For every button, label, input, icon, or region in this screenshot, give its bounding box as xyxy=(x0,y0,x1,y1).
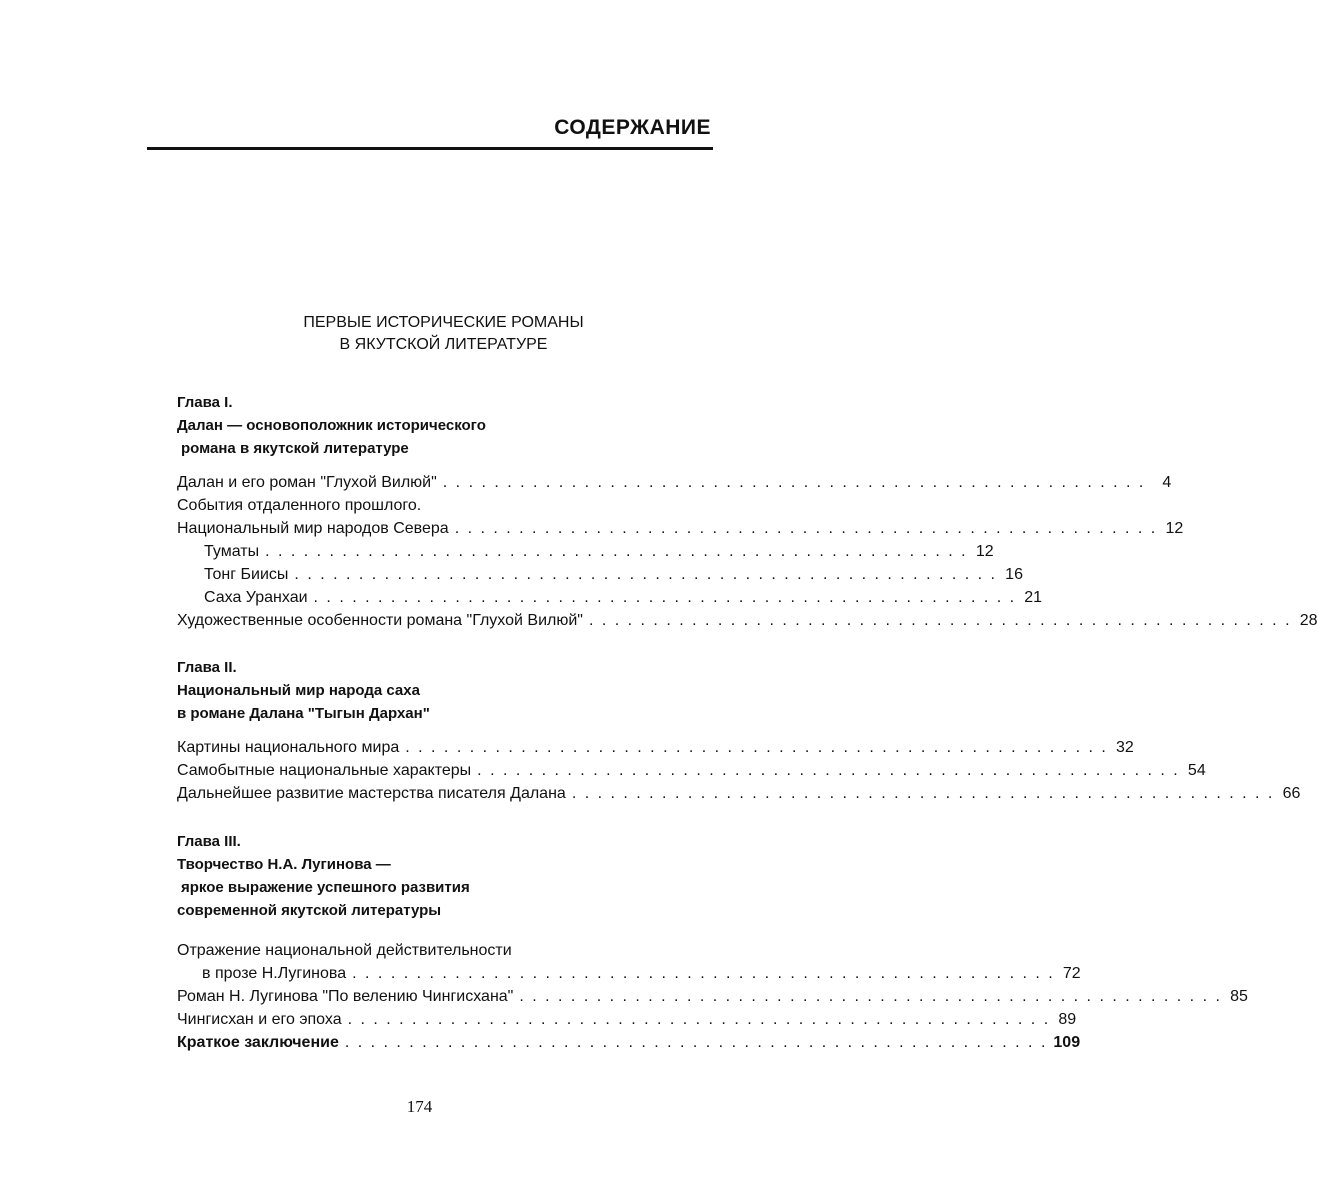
toc-entry-page: 85 xyxy=(1230,988,1248,1005)
toc-entry[interactable] xyxy=(177,520,1184,543)
dot-leader: . . . . . . . . . . . . . . . . . . . . . . . . . . . . . . . . . . . . . . . . . . . . . . . . . . . . . . . xyxy=(442,474,1146,491)
chapter-title-line: Далан — основоположник исторического xyxy=(177,417,486,434)
toc-entry-page: 54 xyxy=(1187,762,1206,779)
chapter-label: Глава III. xyxy=(177,833,241,850)
header-rule xyxy=(147,147,713,150)
dot-leader: . . . . . . . . . . . . . . . . . . . . . . . . . . . . . . . . . . . . . . . . . . . . . . . . . . . . . . . xyxy=(588,612,1292,629)
dot-leader: . . . . . . . . . . . . . . . . . . . . . . . . . . . . . . . . . . . . . . . . . . . . . . . . . . . . . . . xyxy=(519,988,1222,1005)
toc-entry[interactable] xyxy=(177,612,1318,635)
chapter-title-line: Национальный мир народа саха xyxy=(177,682,420,699)
toc-entry xyxy=(177,497,711,520)
toc-entry[interactable] xyxy=(177,785,1301,808)
dot-leader: . . . . . . . . . . . . . . . . . . . . . . . . . . . . . . . . . . . . . . . . . . . . . . . . . . . . . . . xyxy=(294,566,997,583)
toc-entry[interactable] xyxy=(177,566,1023,589)
toc-entry-title: Туматы xyxy=(204,543,260,560)
toc-entry-title: Национальный мир народов Севера xyxy=(177,520,449,537)
toc-entry-page: 12 xyxy=(1165,520,1184,537)
chapter-2-heading xyxy=(177,656,697,725)
page-header-title: СОДЕРЖАНИЕ xyxy=(554,116,711,139)
toc-entry-page: 28 xyxy=(1299,612,1318,629)
chapter-1-toc xyxy=(177,474,1318,635)
section-heading-line-1: ПЕРВЫЕ ИСТОРИЧЕСКИЕ РОМАНЫ xyxy=(303,314,584,331)
toc-entry-title: Далан и его роман "Глухой Вилюй" xyxy=(177,474,437,491)
toc-entry[interactable] xyxy=(177,474,1172,497)
dot-leader: . . . . . . . . . . . . . . . . . . . . . . . . . . . . . . . . . . . . . . . . . . . . . . . . . . . . . . . xyxy=(571,785,1275,802)
toc-entry-title: Краткое заключение xyxy=(177,1034,339,1051)
toc-entry-page: 66 xyxy=(1282,785,1301,802)
chapter-title-line: современной якутской литературы xyxy=(177,902,442,919)
dot-leader: . . . . . . . . . . . . . . . . . . . . . . . . . . . . . . . . . . . . . . . . . . . . . . . . . . . . . . . xyxy=(313,589,1017,606)
toc-entry-page: 12 xyxy=(975,543,994,560)
toc-entry-title: Самобытные национальные характеры xyxy=(177,762,472,779)
dot-leader: . . . . . . . . . . . . . . . . . . . . . . . . . . . . . . . . . . . . . . . . . . . . . . . . . . . . . . . xyxy=(352,965,1055,982)
toc-entry-page: 32 xyxy=(1116,739,1134,756)
toc-entry-page: 4 xyxy=(1162,474,1172,491)
toc-entry-title: Отражение национальной действительности xyxy=(177,942,512,959)
section-heading xyxy=(175,312,712,356)
toc-entry[interactable] xyxy=(177,739,1134,762)
dot-leader: . . . . . . . . . . . . . . . . . . . . . . . . . . . . . . . . . . . . . . . . . . . . . . . . . . . . . . . xyxy=(477,762,1180,779)
toc-entry-page: 16 xyxy=(1005,566,1023,583)
chapter-title-line: Творчество Н.А. Лугинова — xyxy=(177,856,391,873)
toc-entry-page: 72 xyxy=(1062,965,1081,982)
chapter-1-heading xyxy=(177,391,697,460)
toc-entry-title: События отдаленного прошлого. xyxy=(177,497,422,514)
toc-entry-title: Чингисхан и его эпоха xyxy=(177,1011,342,1028)
chapter-2-toc xyxy=(177,739,1301,808)
chapter-title-line: яркое выражение успешного развития xyxy=(181,879,470,896)
toc-entry-page: 89 xyxy=(1058,1011,1077,1028)
dot-leader: . . . . . . . . . . . . . . . . . . . . . . . . . . . . . . . . . . . . . . . . . . . . . . . . . . . . . . . xyxy=(405,739,1108,756)
dot-leader: . . . . . . . . . . . . . . . . . . . . . . . . . . . . . . . . . . . . . . . . . . . . . . . . . . . . . . . xyxy=(265,543,968,560)
dot-leader: . . . . . . . . . . . . . . . . . . . . . . . . . . . . . . . . . . . . . . . . . . . . . . . . . . . . . . . xyxy=(454,520,1158,537)
toc-entry-title: Картины национального мира xyxy=(177,739,400,756)
toc-entry-title: Дальнейшее развитие мастерства писателя Далана xyxy=(177,785,566,802)
dot-leader: . . . . . . . . . . . . . . . . . . . . . . . . . . . . . . . . . . . . . . . . . . . . . . . . . . . . . . . xyxy=(344,1034,1048,1051)
toc-entry[interactable] xyxy=(177,1034,1081,1057)
toc-entry[interactable] xyxy=(177,762,1206,785)
toc-entry[interactable] xyxy=(177,543,994,566)
toc-entry-title: в прозе Н.Лугинова xyxy=(202,965,347,982)
toc-entry-page: 109 xyxy=(1053,1034,1081,1051)
toc-entry[interactable] xyxy=(177,965,1081,988)
page-number: 174 xyxy=(406,1097,433,1116)
chapter-label: Глава I. xyxy=(177,394,233,411)
toc-entry-title: Тонг Биисы xyxy=(204,566,289,583)
chapter-title-line: в романе Далана "Тыгын Дархан" xyxy=(177,705,430,722)
toc-entry-page: 21 xyxy=(1024,589,1043,606)
chapter-title-line: романа в якутской литературе xyxy=(181,440,409,457)
chapter-3-heading xyxy=(177,830,697,922)
section-heading-line-2: В ЯКУТСКОЙ ЛИТЕРАТУРЕ xyxy=(339,336,548,353)
dot-leader: . . . . . . . . . . . . . . . . . . . . . . . . . . . . . . . . . . . . . . . . . . . . . . . . . . . . . . . xyxy=(347,1011,1051,1028)
toc-entry[interactable] xyxy=(177,988,1248,1011)
chapter-label: Глава II. xyxy=(177,659,237,676)
toc-entry[interactable] xyxy=(177,589,1043,612)
toc-entry-title: Саха Уранхаи xyxy=(204,589,308,606)
chapter-3-toc xyxy=(177,942,1248,1057)
toc-entry-title: Художественные особенности романа "Глухой Вилюй" xyxy=(177,612,583,629)
toc-entry[interactable] xyxy=(177,1011,1077,1034)
toc-entry-title: Роман Н. Лугинова "По велению Чингисхана" xyxy=(177,988,514,1005)
toc-entry xyxy=(177,942,711,965)
